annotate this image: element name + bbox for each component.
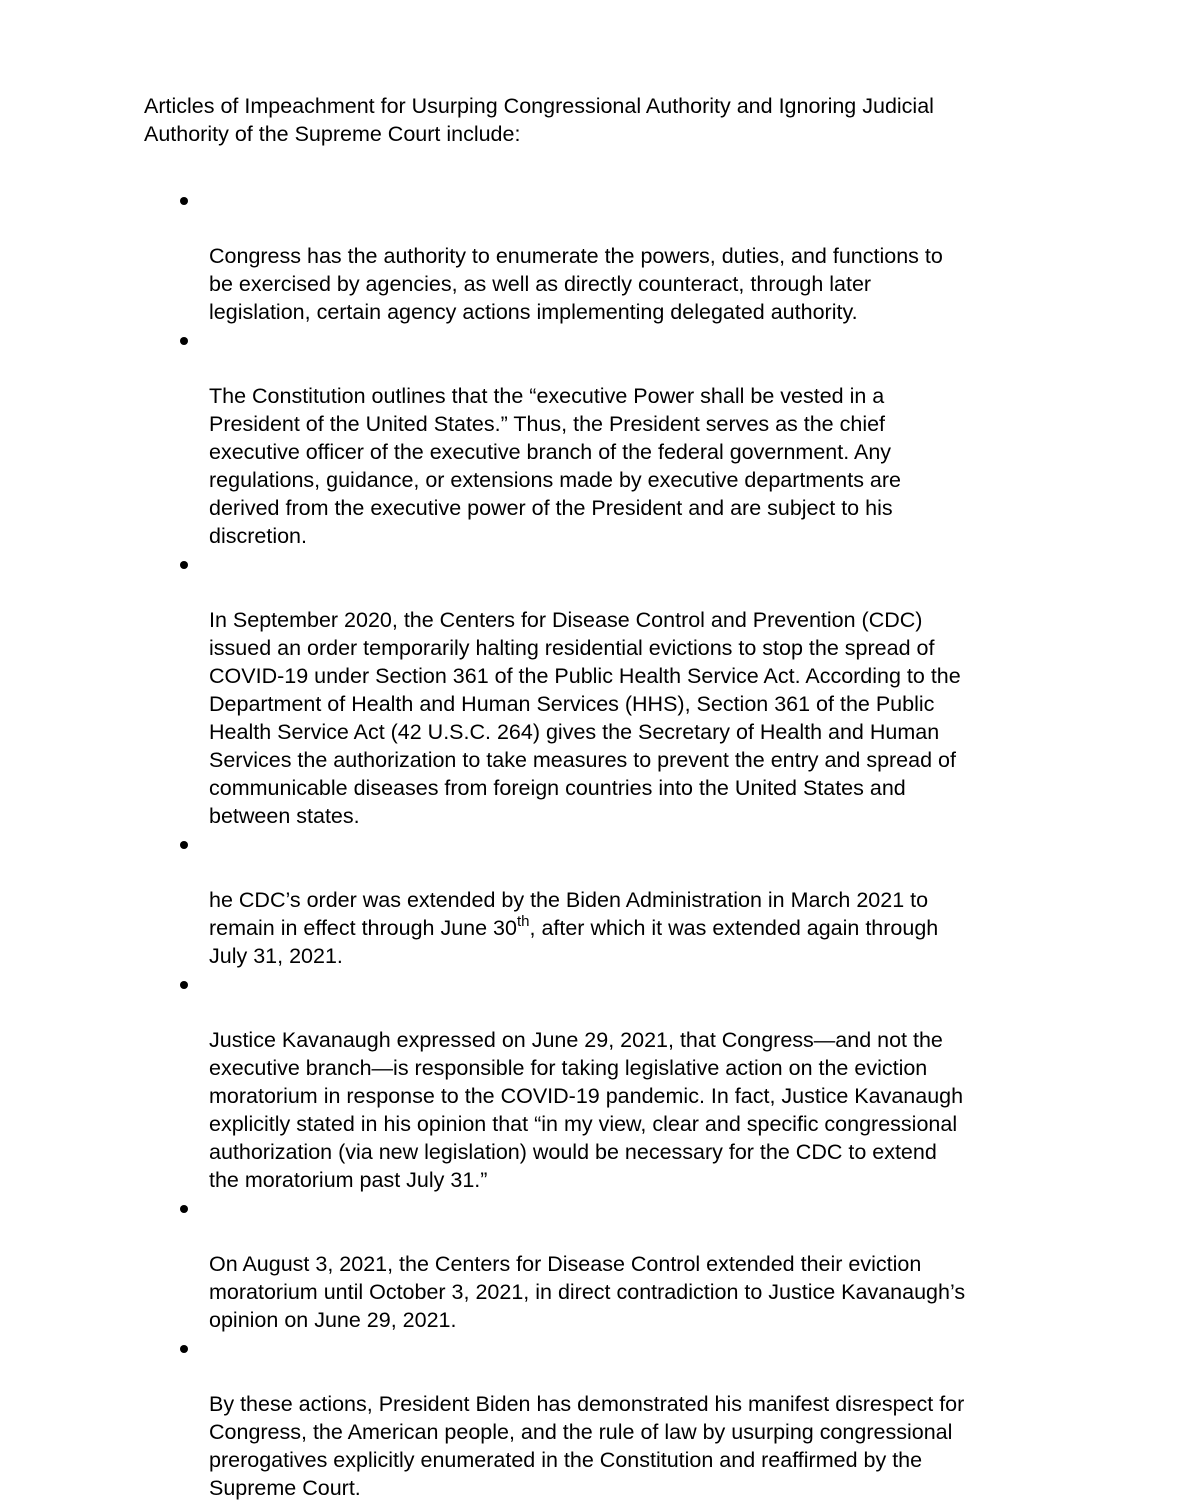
bullet-icon bbox=[180, 1205, 188, 1213]
list-item-text-before: he CDC’s order was extended by the Biden Administration in March 2021 to remain in effect through June 30 bbox=[209, 888, 929, 940]
list-item bbox=[144, 1194, 1064, 1334]
list-item-text: Congress has the authority to enumerate the powers, duties, and functions to be exercised by agencies, as well as directly counteract, through later legislation, certain agency actions implementing delegated authority. bbox=[209, 244, 943, 324]
list-item bbox=[144, 830, 1064, 970]
list-item bbox=[144, 550, 1064, 830]
list-item bbox=[144, 970, 1064, 1194]
list-item-text-after: , after which it was extended again through July 31, 2021. bbox=[209, 916, 939, 968]
list-item-text: In September 2020, the Centers for Disease Control and Prevention (CDC) issued an order temporarily halting residential evictions to stop the spread of COVID-19 under Section 361 of the Public Health Service Act. According to the Department of Health and Human Services (HHS), Section 361 of the Public Health Service Act (42 U.S.C. 264) gives the Secretary of Health and Human Services the authorization to take measures to prevent the entry and spread of communicable diseases from foreign countries into the United States and between states. bbox=[209, 608, 961, 828]
bullet-icon bbox=[180, 337, 188, 345]
list-item-text: By these actions, President Biden has demonstrated his manifest disrespect for Congress, the American people, and the rule of law by usurping congressional prerogatives explicitly enumerated in the Constitution and reaffirmed by the Supreme Court. bbox=[209, 1392, 965, 1500]
bullet-icon bbox=[180, 1345, 188, 1353]
bullet-icon bbox=[180, 841, 188, 849]
bullet-icon bbox=[180, 197, 188, 205]
list-item-text: Justice Kavanaugh expressed on June 29, 2021, that Congress—and not the executive branch—is responsible for taking legislative action on the eviction moratorium in response to the COVID-19 pandemic. In fact, Justice Kavanaugh explicitly stated in his opinion that “in my view, clear and specific congressional authorization (via new legislation) would be necessary for the CDC to extend the moratorium past July 31.” bbox=[209, 1028, 964, 1192]
bullet-icon bbox=[180, 981, 188, 989]
intro-paragraph: Articles of Impeachment for Usurping Congressional Authority and Ignoring Judicial Authority of the Supreme Court include: bbox=[144, 94, 934, 146]
ordinal-superscript: th bbox=[516, 913, 530, 930]
bullet-icon bbox=[180, 561, 188, 569]
list-item bbox=[144, 186, 1064, 326]
document-page bbox=[144, 92, 1064, 1502]
bullet-list bbox=[144, 186, 1064, 1502]
list-item-text: On August 3, 2021, the Centers for Disease Control extended their eviction moratorium until October 3, 2021, in direct contradiction to Justice Kavanaugh’s opinion on June 29, 2021. bbox=[209, 1252, 966, 1332]
list-item bbox=[144, 326, 1064, 550]
list-item bbox=[144, 1334, 1064, 1502]
list-item-text: The Constitution outlines that the “executive Power shall be vested in a President of the United States.” Thus, the President serves as the chief executive officer of the executive branch of the federal government. Any regulations, guidance, or extensions made by executive departments are derived from the executive power of the President and are subject to his discretion. bbox=[209, 384, 901, 548]
